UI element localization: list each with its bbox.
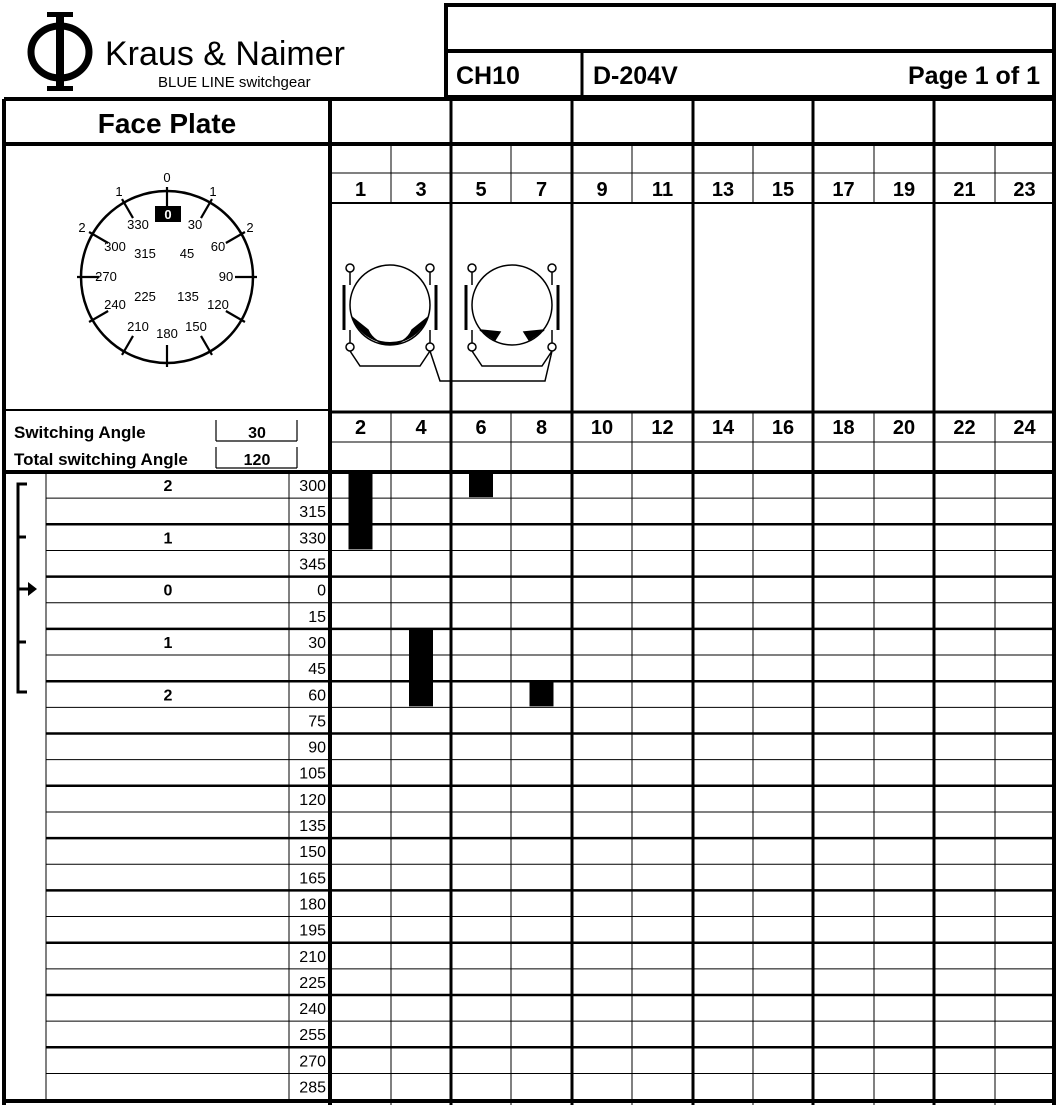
terminal-number-top: 15 bbox=[771, 179, 795, 201]
terminal-number-top: 9 bbox=[596, 179, 608, 201]
position-angle: 180 bbox=[299, 896, 326, 914]
terminal-number-top: 5 bbox=[475, 179, 487, 201]
face-plate-title: Face Plate bbox=[97, 108, 237, 139]
position-angle: 120 bbox=[299, 791, 326, 809]
dial-angle-label: 45 bbox=[179, 246, 195, 261]
position-angle: 300 bbox=[299, 478, 326, 496]
terminal-number-top: 7 bbox=[535, 179, 548, 201]
position-angle: 15 bbox=[308, 608, 326, 626]
dial-angle-label: 240 bbox=[104, 297, 126, 312]
closed-contact-mark bbox=[409, 630, 433, 706]
position-angle: 165 bbox=[299, 870, 326, 888]
closed-contact-mark bbox=[530, 682, 554, 706]
terminal-number-top: 19 bbox=[892, 179, 916, 201]
position-angle: 225 bbox=[299, 974, 326, 992]
dial-angle-label: 270 bbox=[95, 269, 117, 284]
zero-position-arrow-icon bbox=[18, 582, 37, 596]
position-angle: 210 bbox=[299, 948, 326, 966]
terminal-number-top: 17 bbox=[832, 179, 855, 201]
closed-contact-mark bbox=[349, 473, 373, 549]
total-switching-angle-label: Total switching Angle bbox=[14, 450, 188, 469]
cam-contact-2 bbox=[466, 264, 558, 366]
position-angle: 315 bbox=[299, 504, 326, 522]
terminal-number-bottom: 22 bbox=[953, 417, 976, 439]
position-label: 1 bbox=[163, 634, 173, 652]
dial-position-label: 0 bbox=[163, 170, 171, 185]
dial-angle-label: 315 bbox=[134, 246, 156, 261]
dial-angle-label: 330 bbox=[127, 217, 149, 232]
contact-grid bbox=[46, 99, 1054, 1105]
dial-angle-label: 60 bbox=[210, 239, 226, 254]
brand-logo bbox=[31, 12, 345, 91]
position-label: 2 bbox=[163, 478, 173, 496]
main-frame bbox=[4, 99, 1054, 1105]
dial-angle-label: 150 bbox=[185, 319, 207, 334]
position-angle: 30 bbox=[308, 634, 326, 652]
position-angle: 0 bbox=[317, 582, 326, 600]
dial-position-label: 2 bbox=[246, 220, 254, 235]
terminal-number-bottom: 14 bbox=[711, 417, 735, 439]
position-label: 1 bbox=[163, 530, 173, 548]
position-angle: 285 bbox=[299, 1079, 326, 1097]
total-switching-angle-value: 120 bbox=[243, 452, 271, 469]
terminal-number-top: 23 bbox=[1013, 179, 1036, 201]
position-angle: 330 bbox=[299, 530, 326, 548]
position-angle: 75 bbox=[308, 713, 326, 731]
phi-logo-icon bbox=[31, 12, 89, 91]
terminal-number-bottom: 8 bbox=[535, 417, 548, 439]
series-code: CH10 bbox=[456, 62, 520, 90]
dial-angle-label: 300 bbox=[104, 239, 126, 254]
dial-zero-marker-label: 0 bbox=[164, 207, 172, 222]
position-angle: 135 bbox=[299, 818, 326, 836]
terminal-number-bottom: 12 bbox=[651, 417, 674, 439]
terminal-number-top: 1 bbox=[354, 179, 367, 201]
dial-angle-label: 120 bbox=[207, 297, 229, 312]
terminal-number-bottom: 10 bbox=[590, 417, 614, 439]
terminal-number-bottom: 18 bbox=[832, 417, 855, 439]
dial-angle-label: 210 bbox=[127, 319, 149, 334]
position-angle: 240 bbox=[299, 1001, 326, 1019]
terminal-number-bottom: 20 bbox=[892, 417, 916, 439]
position-label: 2 bbox=[163, 687, 173, 705]
position-angle: 90 bbox=[308, 739, 326, 757]
terminal-number-bottom: 24 bbox=[1013, 417, 1036, 439]
position-angle: 195 bbox=[299, 922, 326, 940]
terminal-number-bottom: 4 bbox=[415, 417, 427, 439]
position-angle: 105 bbox=[299, 765, 326, 783]
dial-position-label: 2 bbox=[78, 220, 86, 235]
cam-contact-1 bbox=[344, 264, 436, 366]
terminal-number-top: 3 bbox=[415, 179, 427, 201]
terminal-number-bottom: 6 bbox=[475, 417, 487, 439]
closed-contact-mark bbox=[469, 473, 493, 497]
dial-position-label: 1 bbox=[209, 184, 217, 199]
position-angle: 270 bbox=[299, 1053, 326, 1071]
position-angle: 255 bbox=[299, 1027, 326, 1045]
page-indicator: Page 1 of 1 bbox=[908, 62, 1040, 90]
brand-tagline: BLUE LINE switchgear bbox=[158, 74, 311, 91]
position-angle: 60 bbox=[308, 687, 326, 705]
terminal-number-top: 21 bbox=[953, 179, 976, 201]
terminal-number-top: 11 bbox=[651, 179, 674, 201]
position-label: 0 bbox=[163, 582, 173, 600]
face-plate-dial bbox=[77, 170, 257, 367]
grid-labels bbox=[164, 179, 1037, 1097]
terminal-number-bottom: 2 bbox=[354, 417, 367, 439]
position-angle: 150 bbox=[299, 844, 326, 862]
switching-angle-label: Switching Angle bbox=[14, 423, 146, 442]
model-code: D-204V bbox=[593, 62, 678, 90]
dial-angle-label: 180 bbox=[156, 326, 178, 341]
dial-angle-label: 90 bbox=[218, 269, 234, 284]
brand-name: Kraus & Naimer bbox=[105, 35, 345, 73]
terminal-number-bottom: 16 bbox=[771, 417, 795, 439]
dial-position-label: 1 bbox=[115, 184, 123, 199]
switching-angle-value: 30 bbox=[248, 425, 266, 442]
dial-angle-label: 225 bbox=[134, 289, 156, 304]
dial-angle-label: 30 bbox=[187, 217, 203, 232]
position-angle: 345 bbox=[299, 556, 326, 574]
terminal-number-top: 13 bbox=[711, 179, 735, 201]
position-angle: 45 bbox=[308, 661, 326, 679]
dial-angle-label: 135 bbox=[177, 289, 199, 304]
